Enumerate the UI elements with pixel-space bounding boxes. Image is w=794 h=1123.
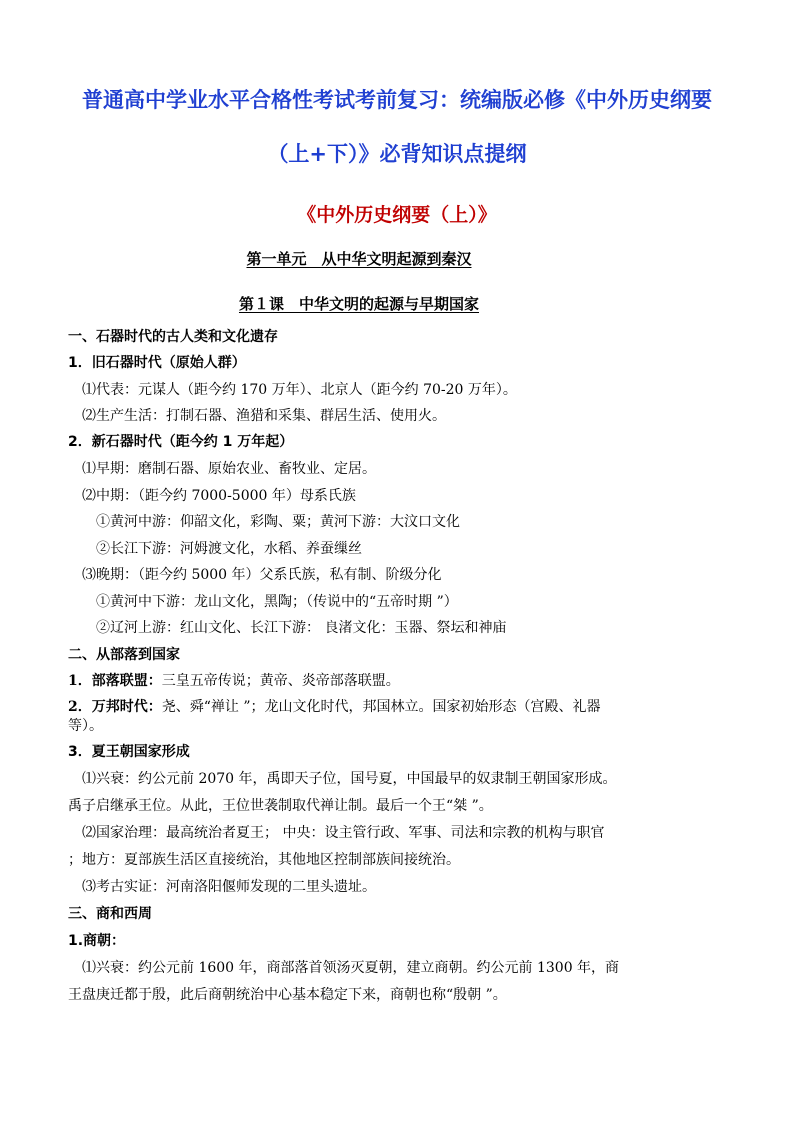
text-line: 王盘庚迁都于殷，此后商朝统治中心基本稳定下来，商朝也称“殷朝 ”。 — [68, 987, 507, 1003]
section-heading: 一、石器时代的古人类和文化遗存 — [68, 329, 278, 345]
text-line: 禹子启继承王位。从此，王位世袭制取代禅让制。最后一个王“桀 ”。 — [68, 798, 493, 814]
text-line: ⑴兴衰：约公元前 1600 年，商部落首领汤灭夏朝，建立商朝。约公元前 1300 年，商 — [82, 960, 620, 976]
text-line: ⑵生产生活：打制石器、渔猎和采集、群居生活、使用火。 — [82, 408, 446, 424]
subsection-heading: 3．夏王朝国家形成 — [68, 744, 190, 760]
text-line: 等）。 — [68, 718, 103, 734]
lesson-title: 第１课 中华文明的起源与早期国家 — [238, 295, 479, 313]
text-line: ；地方：夏部族生活区直接统治，其他地区控制部族间接统治。 — [68, 852, 460, 868]
unit-heading — [0, 249, 718, 269]
text-line: ⑵国家治理：最高统治者夏王； 中央：设主管行政、军事、司法和宗教的机构与职官 — [82, 825, 605, 841]
book-title: 《中外历史纲要（上）》 — [297, 204, 497, 226]
section-heading: 二、从部落到国家 — [68, 647, 180, 663]
inline-text: 尧、舜“禅让 ”；龙山文化时代，邦国林立。国家初始形态（宫殿、礼器 — [161, 699, 601, 715]
subsection-heading: 1.商朝： — [68, 933, 126, 949]
text-line: ②辽河上游：红山文化、长江下游： 良渚文化：玉器、祭坛和神庙 — [96, 620, 507, 636]
document-title-line-1: 普通高中学业水平合格性考试考前复习：统编版必修《中外历史纲要 — [82, 88, 712, 112]
inline-label: 2．万邦时代： — [68, 699, 162, 715]
text-line — [68, 697, 728, 717]
inline-label: 1．部落联盟： — [68, 673, 162, 689]
text-line: ①黄河中下游：龙山文化，黑陶；（传说中的“五帝时期 ”） — [96, 594, 458, 610]
text-line: ⑵中期：（距今约 7000-5000 年）母系氏族 — [82, 488, 356, 504]
inline-text: 三皇五帝传说；黄帝、炎帝部落联盟。 — [161, 673, 400, 689]
text-line: ⑴兴衰：约公元前 2070 年，禹即天子位，国号夏，中国最早的奴隶制王朝国家形成。 — [82, 771, 617, 787]
text-line: ⑶考古实证：河南洛阳偃师发现的二里头遗址。 — [82, 879, 376, 895]
text-line: ⑴早期：磨制石器、原始农业、畜牧业、定居。 — [82, 461, 376, 477]
subsection-heading: 1．旧石器时代（原始人群） — [68, 355, 246, 371]
document-title-line-2: （上+下）》必背知识点提纲 — [267, 142, 527, 166]
subsection-heading: 2．新石器时代（距今约 1 万年起） — [68, 434, 294, 450]
text-line: ②长江下游：河姆渡文化，水稻、养蚕缫丝 — [96, 541, 362, 557]
text-line: ①黄河中游：仰韶文化，彩陶、粟；黄河下游：大汶口文化 — [96, 514, 460, 530]
text-line — [68, 671, 728, 691]
text-line: ⑶晚期：（距今约 5000 年）父系氏族，私有制、阶级分化 — [82, 567, 442, 583]
text-line: ⑴代表：元谋人（距今约 170 万年）、北京人（距今约 70-20 万年）。 — [82, 382, 517, 398]
unit-title: 第一单元 从中华文明起源到秦汉 — [246, 250, 472, 268]
section-heading: 三、商和西周 — [68, 906, 152, 922]
lesson-heading — [0, 294, 718, 314]
